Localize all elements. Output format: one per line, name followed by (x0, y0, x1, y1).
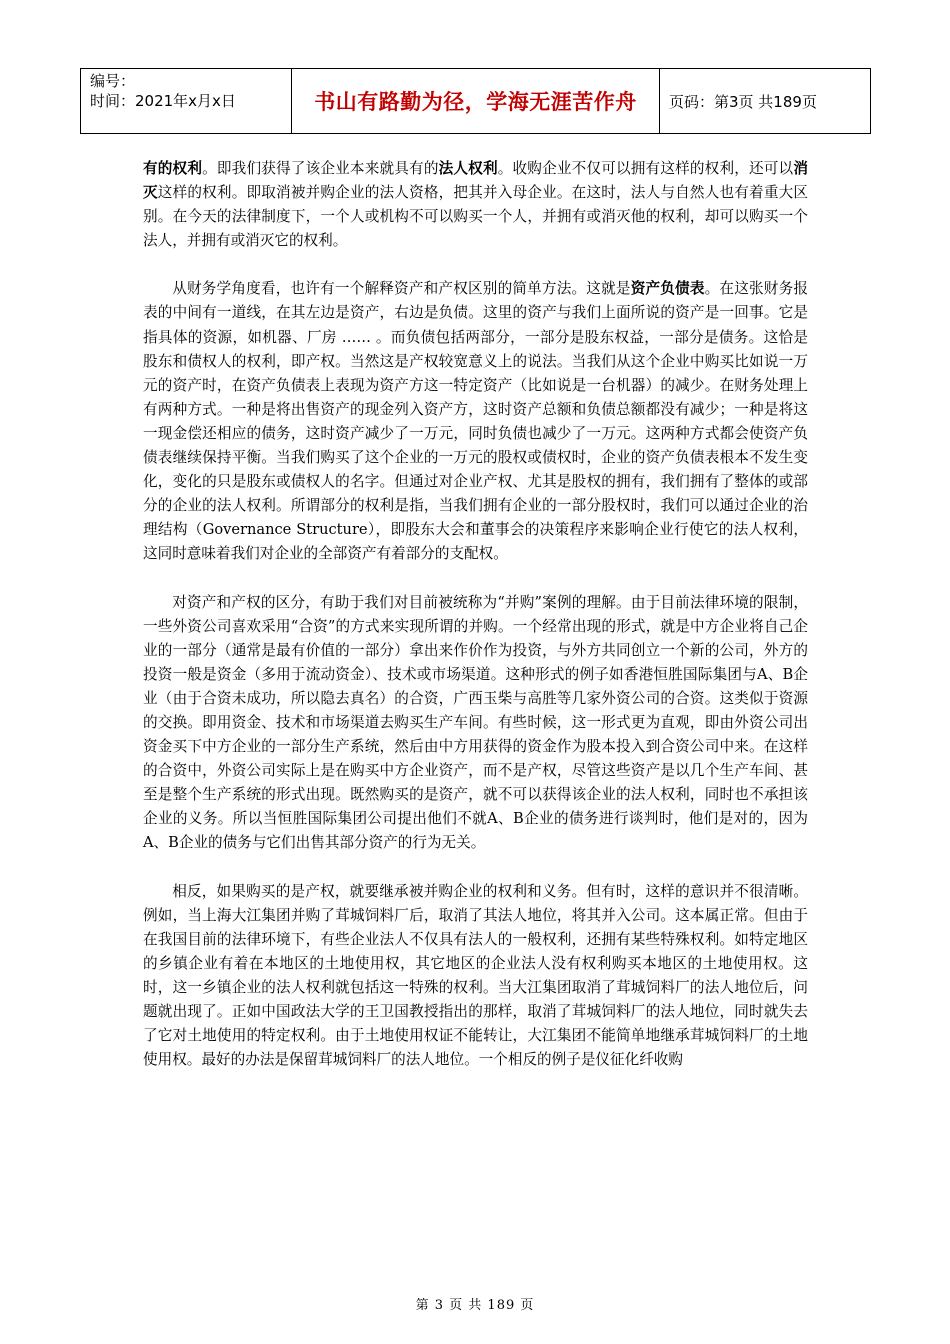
emphasized-term: 法人权利 (438, 160, 498, 177)
document-number-label: 编号： (90, 72, 136, 90)
header-page-number: 页码：第3页 共189页 (669, 92, 817, 111)
emphasized-term: 有的权利 (143, 160, 203, 177)
page-footer: 第 3 页 共 189 页 (415, 1298, 535, 1313)
paragraph-text: 。在这张财务报表的中间有一道线，在其左边是资产，右边是负债。这里的资产与我们上面所说的资产是一回事。它是指具体的资源，如机器、厂房 …… 。而负债包括两部分，一部分是股东权益，一部分是债务。这恰是股东和债权人的权利，即产权。当然这是产权较宽意义上的说法。当我们从这个企业中购买比如说一万元的资产时，在资产负债表上表现为资产方这一特定资产（比如说是一台机器）的减少。在财务处理上有两种方式。一种是将出售资产的现金列入资产方，这时资产总额和负债总额都没有减少；一种是将这一现金偿还相应的债务，这时资产减少了一万元，同时负债也减少了一万元。这两种方式都会使资产负债表继续保持平衡。当我们购买了这个企业的一万元的股权或债权时，企业的资产负债表根本不发生变化，变化的只是股东或债权人的名字。但通过对企业产权、尤其是股权的拥有，我们拥有了整体的或部分的企业的法人权利。所谓部分的权利是指，当我们拥有企业的一部分股权时，我们可以通过企业的治理结构（Governance Structure），即股东大会和董事会的决策程序来影响企业行使它的法人权利，这同时意味着我们对企业的全部资产有着部分的支配权。 (143, 280, 808, 563)
paragraph-text: 对资产和产权的区分，有助于我们对目前被统称为“并购”案例的理解。由于目前法律环境的限制，一些外资公司喜欢采用“合资”的方式来实现所谓的并购。一个经常出现的形式，就是中方企业将自己企业的一部分（通常是最有价值的一部分）拿出来作价作为投资，与外方共同创立一个新的公司，外方的投资一般是资金（多用于流动资金）、技术或市场渠道。这种形式的例子如香港恒胜国际集团与A、B企业（由于合资未成功，所以隐去真名）的合资，广西玉柴与高胜等几家外资公司的合资。这类似于资源的交换。即用资金、技术和市场渠道去购买生产车间。有些时候，这一形式更为直观，即由外资公司出资金买下中方企业的一部分生产系统，然后由中方用获得的资金作为股本投入到合资公司中来。在这样的合资中，外资公司实际上是在购买中方企业资产，而不是产权，尽管这些资产是以几个生产车间、甚至是整个生产系统的形式出现。既然购买的是资产，就不可以获得该企业的法人权利，同时也不承担该企业的义务。所以当恒胜国际集团公司提出他们不就A、B企业的债务进行谈判时，他们是对的，因为A、B企业的债务与它们出售其部分资产的行为无关。 (143, 593, 808, 852)
body-paragraph (143, 591, 808, 856)
paragraph-text: 。收购企业不仅可以拥有这样的权利，还可以 (497, 160, 794, 177)
paragraph-text: 。即我们获得了该企业本来就具有的 (202, 160, 439, 177)
document-body (143, 157, 808, 1072)
paragraph-text: 这样的权利。即取消被并购企业的法人资格，把其并入母企业。在这时，法人与自然人也有着重大区别。在今天的法律制度下，一个人或机构不可以购买一个人，并拥有或消灭他的权利，却可以购买一个法人，并拥有或消灭它的权利。 (143, 184, 808, 250)
body-paragraph (143, 157, 808, 253)
page-header (80, 68, 871, 134)
header-motto: 书山有路勤为径，学海无涯苦作舟 (292, 69, 660, 133)
paragraph-text: 从财务学角度看，也许有一个解释资产和产权区别的简单方法。这就是 (172, 280, 631, 298)
body-paragraph (143, 277, 808, 566)
document-time-label: 时间：2021年x月x日 (90, 92, 236, 110)
emphasized-term: 消灭 (143, 160, 808, 202)
paragraph-text: 相反，如果购买的是产权，就要继承被并购企业的权利和义务。但有时，这样的意识并不很清晰。例如，当上海大江集团并购了茸城饲料厂后，取消了其法人地位，将其并入公司。这本属正常。但由于在我国目前的法律环境下，有些企业法人不仅具有法人的一般权利，还拥有某些特殊权利。如特定地区的乡镇企业有着在本地区的土地使用权，其它地区的企业法人没有权利购买本地区的土地使用权。这时，这一乡镇企业的法人权利就包括这一特殊的权利。当大江集团取消了茸城饲料厂的法人地位后，问题就出现了。正如中国政法大学的王卫国教授指出的那样，取消了茸城饲料厂的法人地位，同时就失去了它对土地使用的特定权利。由于土地使用权证不能转让，大江集团不能简单地继承茸城饲料厂的土地使用权。最好的办法是保留茸城饲料厂的法人地位。一个相反的例子是仪征化纤收购 (143, 882, 808, 1069)
body-paragraph (143, 880, 808, 1073)
emphasized-term: 资产负债表 (630, 280, 705, 298)
header-meta-cell (81, 69, 292, 133)
